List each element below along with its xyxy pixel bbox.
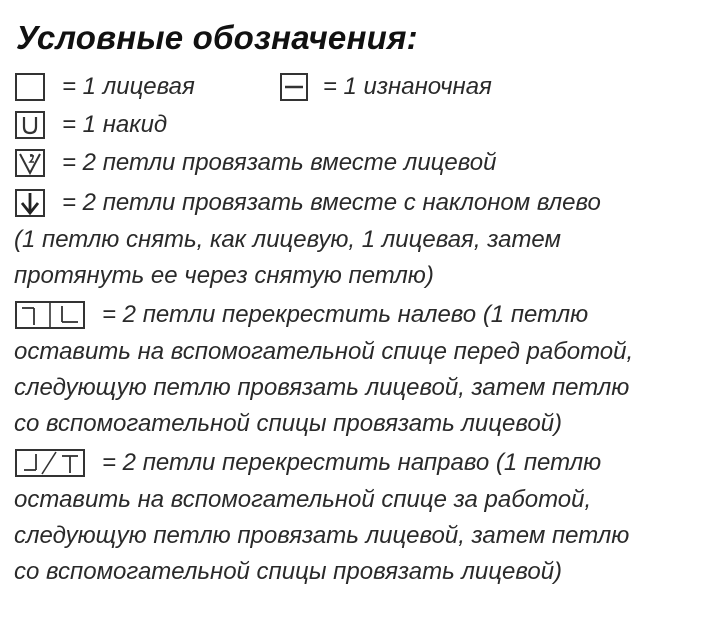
ssk-description-cont: протянуть ее через снятую петлю) bbox=[14, 262, 434, 289]
legend-title: Условные обозначения: bbox=[16, 19, 418, 56]
legend-item-cross-right bbox=[14, 444, 714, 590]
yarn-over-label: = 1 накид bbox=[62, 111, 168, 138]
legend-item-ssk bbox=[14, 184, 714, 294]
decrease-right-2-icon bbox=[14, 148, 48, 178]
cross-right-2-icon bbox=[14, 448, 88, 478]
legend-item-purl bbox=[279, 71, 492, 103]
decrease-left-arrow-icon bbox=[14, 188, 48, 218]
cross-left-2-icon bbox=[14, 300, 88, 330]
knit-label: = 1 лицевая bbox=[62, 73, 195, 100]
legend-row-k2tog bbox=[14, 144, 714, 182]
u-square-icon bbox=[14, 110, 48, 140]
cross-left-description-2: следующую петлю провязать лицевой, затем петлю bbox=[14, 374, 630, 401]
legend-item-knit bbox=[14, 71, 195, 103]
dash-square-icon bbox=[279, 72, 309, 102]
legend bbox=[14, 18, 714, 590]
cross-right-description: оставить на вспомогательной спице за работой, bbox=[14, 486, 592, 513]
k2tog-label: = 2 петли провязать вместе лицевой bbox=[62, 149, 497, 176]
cross-left-label: = 2 петли перекрестить налево (1 петлю bbox=[102, 301, 589, 328]
purl-label: = 1 изнаночная bbox=[322, 73, 492, 100]
cross-right-label: = 2 петли перекрестить направо (1 петлю bbox=[102, 449, 602, 476]
cross-right-description-2: следующую петлю провязать лицевой, затем петлю bbox=[14, 522, 630, 549]
legend-item-cross-left bbox=[14, 296, 714, 442]
legend-row-yarn-over bbox=[14, 106, 714, 144]
cross-right-description-3: со вспомогательной спицы провязать лицевой) bbox=[14, 558, 563, 585]
cross-left-description-3: со вспомогательной спицы провязать лицевой) bbox=[14, 410, 563, 437]
ssk-label: = 2 петли провязать вместе с наклоном влево bbox=[62, 189, 601, 216]
cross-left-description: оставить на вспомогательной спице перед работой, bbox=[14, 338, 634, 365]
ssk-description: (1 петлю снять, как лицевую, 1 лицевая, затем bbox=[14, 226, 561, 253]
empty-square-icon bbox=[14, 72, 48, 102]
legend-row-knit-purl bbox=[14, 68, 714, 106]
